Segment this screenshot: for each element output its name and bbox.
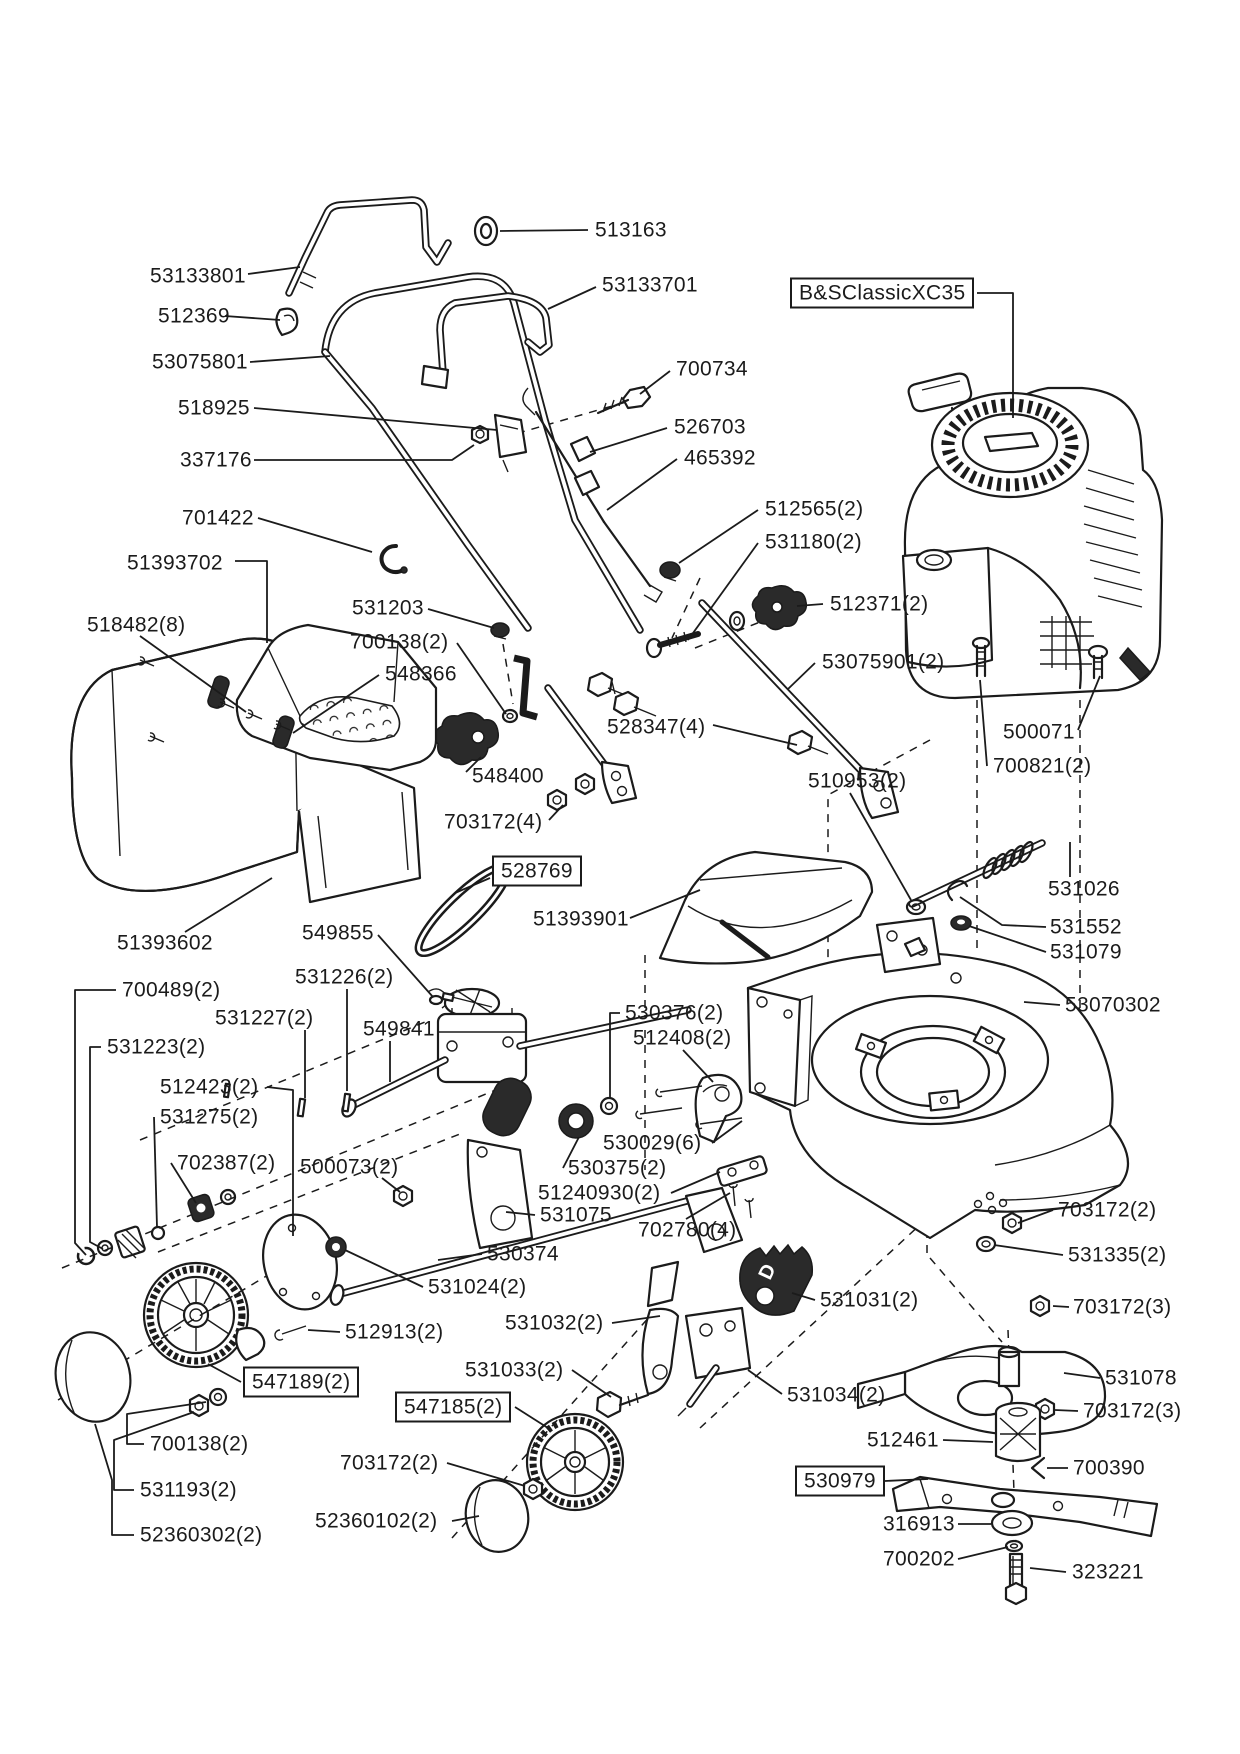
part-label-531026: 531026	[1048, 877, 1120, 901]
part-label-B&SClassicXC35: B&SClassicXC35	[790, 278, 974, 309]
part-label-53075801: 53075801	[152, 350, 248, 374]
part-label-530376(2): 530376(2)	[625, 1001, 724, 1025]
leader-line-51393602	[185, 878, 272, 932]
part-label-53070302: 53070302	[1065, 993, 1161, 1017]
part-label-700390: 700390	[1073, 1456, 1145, 1480]
leader-line-700734	[640, 371, 670, 394]
engine-drawing	[903, 374, 1162, 698]
part-label-512408(2): 512408(2)	[633, 1026, 732, 1050]
part-label-549855: 549855	[302, 921, 374, 945]
part-label-51393702: 51393702	[127, 551, 223, 575]
part-label-528769: 528769	[492, 856, 582, 887]
leader-line-512461	[943, 1440, 993, 1442]
part-label-530374: 530374	[487, 1242, 559, 1266]
part-label-549841: 549841	[363, 1017, 435, 1041]
leader-line-703172(3)	[1055, 1410, 1078, 1411]
part-label-531075: 531075	[540, 1203, 612, 1227]
leader-line-703172(3)	[1053, 1306, 1069, 1307]
leader-line-513163	[500, 230, 588, 231]
part-label-518482(8): 518482(8)	[87, 613, 186, 637]
part-label-531031(2): 531031(2)	[820, 1288, 919, 1312]
part-label-700821(2): 700821(2)	[993, 754, 1092, 778]
leader-line-337176	[254, 445, 474, 460]
part-label-500073(2): 500073(2)	[300, 1155, 399, 1179]
part-label-51240930(2): 51240930(2)	[538, 1181, 661, 1205]
part-label-531024(2): 531024(2)	[428, 1275, 527, 1299]
leader-line-512408(2)	[683, 1050, 713, 1082]
part-label-500071: 500071	[1003, 720, 1075, 744]
leader-line-526703	[590, 428, 667, 452]
part-label-530375(2): 530375(2)	[568, 1156, 667, 1180]
leader-line-531034(2)	[748, 1370, 782, 1394]
part-label-512371(2): 512371(2)	[830, 592, 929, 616]
part-label-531193(2): 531193(2)	[140, 1478, 237, 1502]
leader-line-53075901(2)	[788, 663, 815, 689]
svg-text:D: D	[754, 1260, 781, 1284]
leader-line-701422	[258, 518, 372, 552]
leader-line-51393702	[235, 561, 267, 643]
leader-line-512565(2)	[679, 510, 758, 563]
part-label-531078: 531078	[1105, 1366, 1177, 1390]
part-label-512565(2): 512565(2)	[765, 497, 864, 521]
leader-line-531335(2)	[994, 1245, 1063, 1255]
part-label-323221: 323221	[1072, 1560, 1144, 1584]
part-label-531079: 531079	[1050, 940, 1122, 964]
leader-line-323221	[1030, 1568, 1066, 1572]
part-label-51393901: 51393901	[533, 907, 629, 931]
part-label-518925: 518925	[178, 396, 250, 420]
leader-line-500073(2)	[382, 1178, 400, 1192]
part-label-531226(2): 531226(2)	[295, 965, 394, 989]
part-label-700138(2): 700138(2)	[350, 630, 449, 654]
leader-line-528347(4)	[713, 725, 797, 745]
leader-line-700138(2)	[457, 643, 506, 714]
part-label-531033(2): 531033(2)	[465, 1358, 564, 1382]
leader-line-531552	[960, 897, 1046, 927]
part-label-530979: 530979	[795, 1466, 885, 1497]
leader-line-531203	[428, 609, 494, 628]
part-label-531335(2): 531335(2)	[1068, 1243, 1167, 1267]
part-label-465392: 465392	[684, 446, 756, 470]
part-label-531227(2): 531227(2)	[215, 1006, 314, 1030]
part-label-337176: 337176	[180, 448, 252, 472]
part-label-512913(2): 512913(2)	[345, 1320, 444, 1344]
leader-line-700489(2)	[75, 990, 116, 1255]
part-label-531552: 531552	[1050, 915, 1122, 939]
part-label-512423(2): 512423(2)	[160, 1075, 259, 1099]
part-label-702780(4): 702780(4)	[638, 1218, 737, 1242]
leader-line-531079	[969, 926, 1046, 952]
leader-line-53133801	[248, 267, 300, 274]
part-label-316913: 316913	[883, 1512, 955, 1536]
part-label-531180(2): 531180(2)	[765, 530, 862, 554]
leader-line-512369	[225, 316, 280, 320]
leader-line-700202	[958, 1547, 1008, 1559]
part-label-52360302(2): 52360302(2)	[140, 1523, 263, 1547]
part-label-53133701: 53133701	[602, 273, 698, 297]
part-label-703172(2): 703172(2)	[340, 1451, 439, 1475]
part-label-531275(2): 531275(2)	[160, 1105, 259, 1129]
grass-bag-drawing	[71, 625, 436, 902]
part-label-701422: 701422	[182, 506, 254, 530]
part-label-51393602: 51393602	[117, 931, 213, 955]
part-label-703172(3): 703172(3)	[1083, 1399, 1182, 1423]
part-label-53133801: 53133801	[150, 264, 246, 288]
part-label-703172(2): 703172(2)	[1058, 1198, 1157, 1222]
part-label-703172(4): 703172(4)	[444, 810, 543, 834]
part-label-700138(2): 700138(2)	[150, 1432, 249, 1456]
part-label-513163: 513163	[595, 218, 667, 242]
leader-line-512913(2)	[308, 1330, 340, 1332]
part-label-548366: 548366	[385, 662, 457, 686]
part-label-526703: 526703	[674, 415, 746, 439]
part-label-531032(2): 531032(2)	[505, 1311, 604, 1335]
leader-line-547189(2)	[208, 1364, 241, 1382]
leader-line-547185(2)	[515, 1407, 548, 1428]
part-label-512461: 512461	[867, 1428, 939, 1452]
leader-line-53133701	[548, 287, 596, 309]
part-label-52360102(2): 52360102(2)	[315, 1509, 438, 1533]
part-label-547189(2): 547189(2)	[243, 1367, 359, 1398]
part-label-528347(4): 528347(4)	[607, 715, 706, 739]
part-label-510953(2): 510953(2)	[808, 769, 907, 793]
part-label-703172(3): 703172(3)	[1073, 1295, 1172, 1319]
part-label-548400: 548400	[472, 764, 544, 788]
part-label-53075901(2): 53075901(2)	[822, 650, 945, 674]
part-label-530029(6): 530029(6)	[603, 1131, 702, 1155]
part-label-700734: 700734	[676, 357, 748, 381]
part-label-700489(2): 700489(2)	[122, 978, 221, 1002]
leader-line-531223(2)	[90, 1047, 103, 1249]
leader-line-53075801	[250, 356, 330, 362]
part-label-702387(2): 702387(2)	[177, 1151, 276, 1175]
part-label-531203: 531203	[352, 596, 424, 620]
leader-line-531033(2)	[572, 1370, 611, 1397]
part-label-512369: 512369	[158, 304, 230, 328]
part-label-700202: 700202	[883, 1547, 955, 1571]
part-label-547185(2): 547185(2)	[395, 1392, 511, 1423]
part-label-531034(2): 531034(2)	[787, 1383, 886, 1407]
leader-line-465392	[607, 459, 677, 510]
part-label-531223(2): 531223(2)	[107, 1035, 206, 1059]
